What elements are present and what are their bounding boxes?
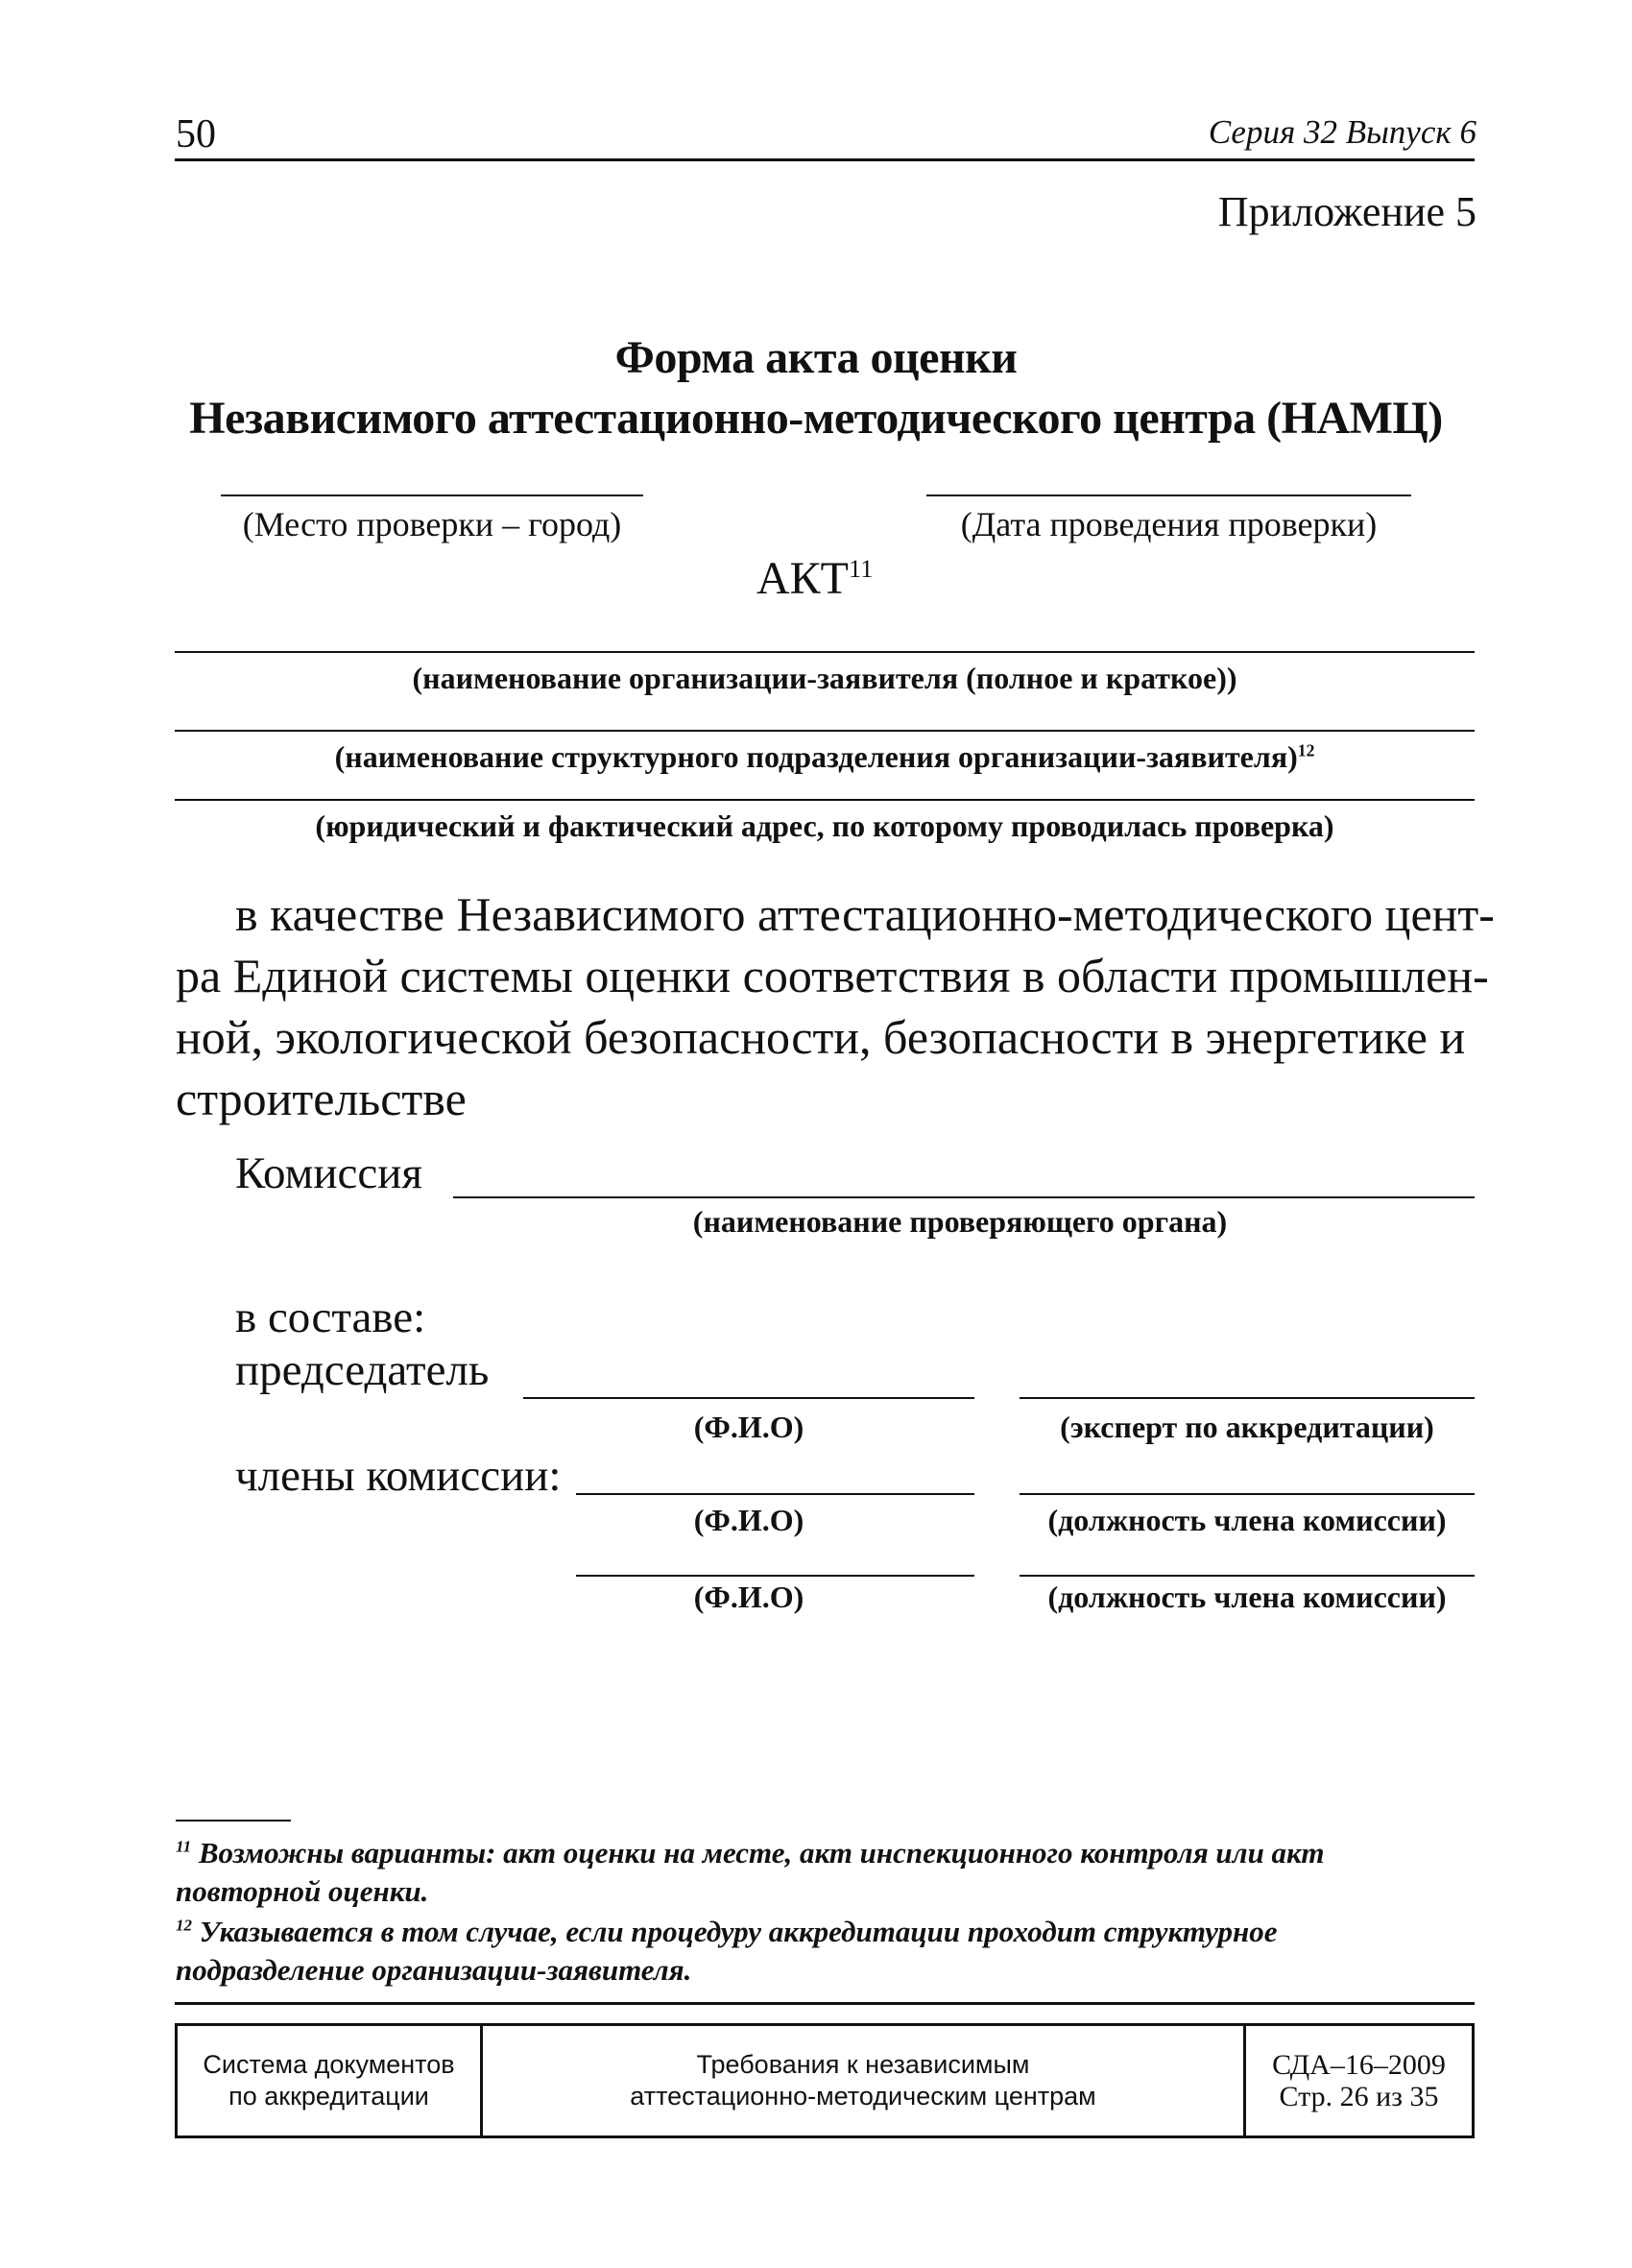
place-line [221, 495, 643, 496]
chairman-role-caption: (эксперт по аккредитации) [1060, 1410, 1434, 1444]
address-caption: (юридический и фактический адрес, по которому проводилась проверка) [315, 808, 1334, 843]
footnote-2 [176, 1913, 1462, 1990]
commission-label: Комиссия [235, 1148, 422, 1198]
footnote-2-line1: Указывается в том случае, если процедуру аккредитации проходит структурное [199, 1915, 1278, 1948]
footer-doc-cell [1246, 2026, 1472, 2135]
footnote-separator [176, 1820, 291, 1822]
footnote-2-ref: 12 [176, 1916, 193, 1935]
footer-table [175, 2023, 1475, 2138]
member1-fio-line [576, 1493, 974, 1495]
footnote-1-line1: Возможны варианты: акт оценки на месте, акт инспекционного контроля или акт [198, 1836, 1325, 1870]
commission-caption: (наименование проверяющего органа) [692, 1204, 1228, 1239]
subdivision-note-ref: 12 [1297, 740, 1315, 760]
chairman-role-line [1020, 1397, 1475, 1399]
footer-title-line2: аттестационно-методическим центрам [630, 2082, 1096, 2111]
footer-doc-code: СДА–16–2009 [1272, 2049, 1446, 2081]
act-heading [756, 552, 873, 605]
footnote-2-line2: подразделение организации-заявителя. [176, 1953, 692, 1987]
act-note-ref: 11 [849, 554, 874, 583]
footer-rule [175, 2002, 1475, 2005]
footnote-1-ref: 11 [176, 1837, 192, 1856]
date-caption: (Дата проведения проверки) [960, 505, 1378, 543]
paragraph-line1: в качестве Независимого аттестационно-методического цент- [235, 887, 1495, 941]
org-name-line [175, 651, 1475, 653]
subdivision-caption [175, 739, 1475, 775]
footnote-1-line2: повторной оценки. [176, 1874, 429, 1908]
address-line [175, 799, 1475, 801]
form-title-line2: Независимого аттестационно-методического центра (НАМЦ) [189, 393, 1443, 444]
paragraph-line3: ной, экологической безопасности, безопасности в энергетике и [176, 1010, 1466, 1064]
footer-system-cell [178, 2026, 483, 2135]
org-name-caption: (наименование организации-заявителя (полное и краткое)) [412, 661, 1237, 695]
page-number: 50 [176, 112, 216, 157]
member2-fio-caption: (Ф.И.О) [693, 1580, 804, 1614]
footer-title-cell [483, 2026, 1246, 2135]
member2-role-caption: (должность члена комиссии) [1047, 1580, 1447, 1614]
header-rule [175, 158, 1475, 161]
paragraph-line4: строительстве [176, 1072, 467, 1125]
member1-role-line [1020, 1493, 1475, 1495]
member2-role-line [1020, 1575, 1475, 1577]
footer-page-info: Стр. 26 из 35 [1279, 2081, 1439, 2112]
act-label: АКТ [756, 553, 849, 604]
paragraph-line2: ра Единой системы оценки соответствия в области промышлен- [176, 949, 1489, 1002]
member1-role-caption: (должность члена комиссии) [1047, 1503, 1447, 1537]
chairman-fio-line [523, 1397, 974, 1399]
subdivision-line [175, 730, 1475, 732]
chairman-label: председатель [235, 1345, 490, 1395]
appendix-label: Приложение 5 [1217, 188, 1476, 235]
footer-system-line1: Система документов [203, 2050, 455, 2079]
chairman-fio-caption: (Ф.И.О) [693, 1410, 804, 1444]
date-line [926, 495, 1411, 496]
form-title-line1: Форма акта оценки [614, 332, 1018, 383]
member2-fio-line [576, 1575, 974, 1577]
series-label: Серия 32 Выпуск 6 [1208, 113, 1476, 151]
footnote-1 [176, 1834, 1462, 1911]
member1-fio-caption: (Ф.И.О) [693, 1503, 804, 1537]
members-label: члены комиссии: [235, 1451, 562, 1501]
footer-title-line1: Требования к независимым [696, 2050, 1030, 2079]
subdivision-text: (наименование структурного подразделения организации-заявителя) [334, 739, 1298, 774]
commission-line [453, 1196, 1475, 1198]
footer-system-line2: по аккредитации [228, 2082, 429, 2111]
place-caption: (Место проверки – город) [242, 505, 622, 543]
composition-label: в составе: [235, 1292, 426, 1342]
